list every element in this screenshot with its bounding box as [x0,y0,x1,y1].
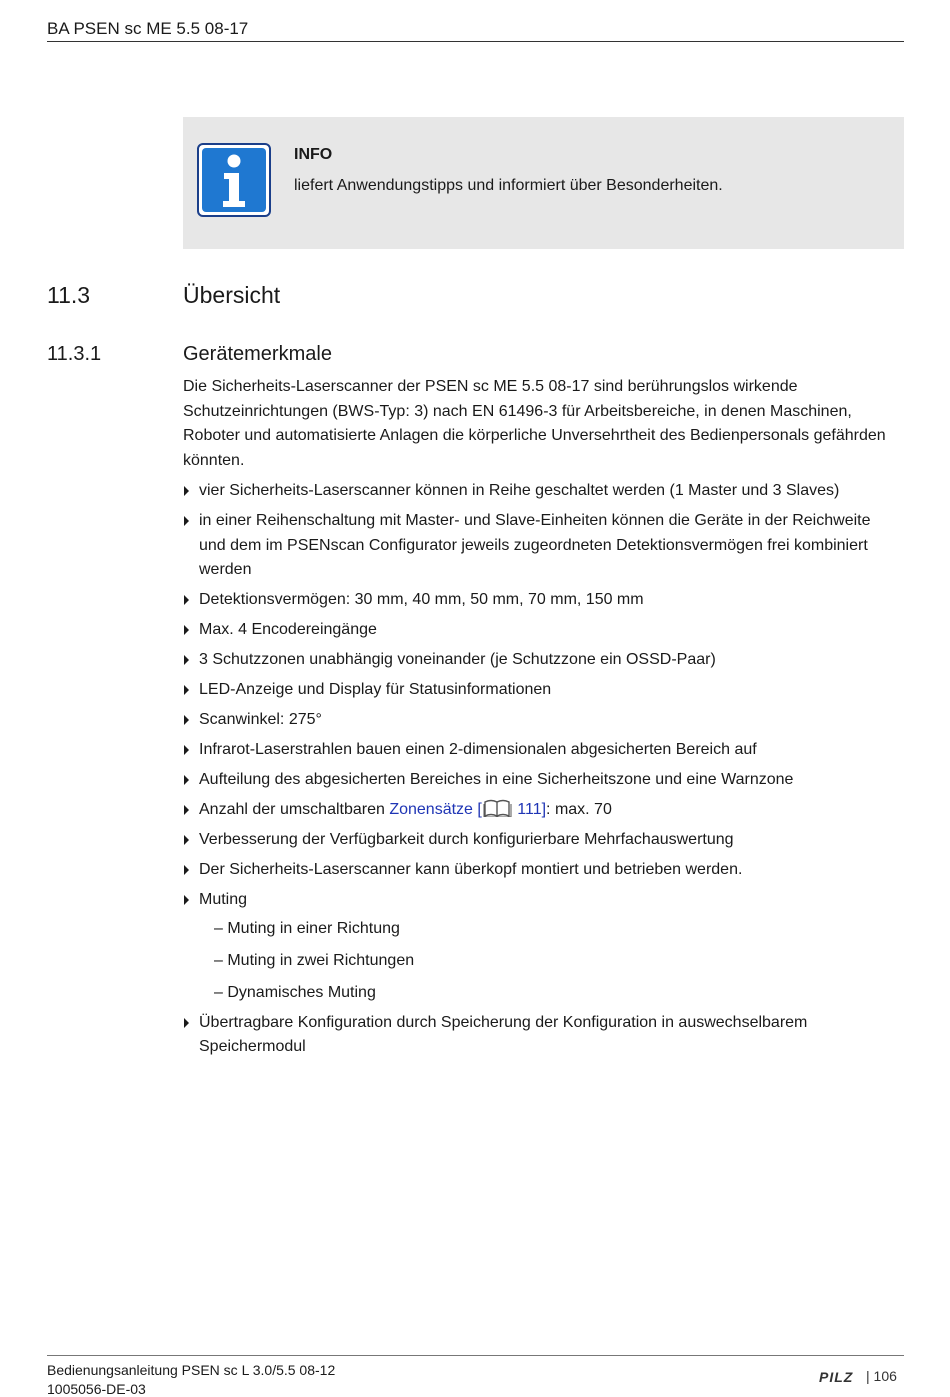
bullet-arrow-icon [184,745,189,755]
info-icon [197,143,271,217]
info-heading: INFO [294,146,333,163]
list-item-text: vier Sicherheits-Laserscanner können in Reihe geschaltet werden (1 Master und 3 Slaves) [199,482,840,499]
list-item-text: LED-Anzeige und Display für Statusinformationen [199,681,552,699]
sublist-item: – Muting in einer Richtung [214,919,400,937]
zone-sets-link-text: Zonensätze [ [389,801,482,819]
list-item-text: Aufteilung des abgesicherten Bereiches in eine Sicherheitszone und eine Warnzone [199,771,794,789]
list-item [183,479,901,504]
list-item [183,708,901,733]
bullet-arrow-icon [184,625,189,635]
bullet-arrow-icon [184,715,189,725]
list-item [183,828,901,853]
list-item-text: Scanwinkel: 275° [199,711,322,729]
list-item-text: Der Sicherheits-Laserscanner kann überkopf montiert und betrieben werden. [199,861,743,879]
bullet-arrow-icon [184,835,189,845]
list-item [183,618,901,643]
list-item [183,738,901,763]
list-item-muting [183,888,901,1009]
bullet-arrow-icon [184,486,189,496]
list-item [183,1011,901,1060]
running-header: BA PSEN sc ME 5.5 08-17 [47,19,249,38]
sublist-item: – Muting in zwei Richtungen [214,951,415,969]
list-item-text: Max. 4 Encodereingänge [199,621,377,639]
bullet-arrow-icon [184,865,189,875]
bullet-arrow-icon [184,655,189,665]
subsection-number: 11.3.1 [47,343,102,365]
list-item [183,768,901,793]
list-item [183,678,901,703]
list-item [183,509,901,583]
bullet-arrow-icon [184,516,189,526]
intro-paragraph: Die Sicherheits-Laserscanner der PSEN sc ME 5.5 08-17 sind berührungslos wirkende Schutzeinrichtungen (BWS-Typ: 3) nach EN 61496-3 für Arbeitsbereiche, in denen Maschinen, Roboter und automatisierte Anlagen die körperliche Unversehrtheit des Bedienpersonals gefährden könnten. [183,378,886,469]
bullet-arrow-icon [184,805,189,815]
bullet-arrow-icon [184,895,189,905]
feature-list [183,479,901,1065]
footer-doc-title: Bedienungsanleitung PSEN sc L 3.0/5.5 08-12 [47,1362,336,1378]
sublist-item: – Dynamisches Muting [214,983,376,1001]
pilz-logo: PILZ [819,1369,854,1385]
list-item-text: 3 Schutzzonen unabhängig voneinander (je Schutzzone ein OSSD-Paar) [199,651,716,669]
list-item [183,648,901,673]
muting-sublist [214,913,901,1009]
info-text: liefert Anwendungstipps und informiert über Besonderheiten. [294,177,723,194]
zone-sets-link[interactable] [389,801,546,818]
header-divider [47,41,904,42]
subsection-title: Gerätemerkmale [183,343,332,365]
footer-doc-number: 1005056-DE-03 [47,1381,146,1397]
info-box [183,117,904,249]
bullet-arrow-icon [184,595,189,605]
list-item-text: Infrarot-Laserstrahlen bauen einen 2-dimensionalen abgesicherten Bereich auf [199,741,757,759]
bullet-arrow-icon [184,685,189,695]
list-item [183,588,901,613]
list-item-text: : max. 70 [546,801,612,819]
list-item-text: in einer Reihenschaltung mit Master- und Slave-Einheiten können die Geräte in der Reichweite und dem im PSENscan Configurator jeweils zugeordneten Detektionsvermögen frei kombiniert werden [199,511,871,579]
list-item-text: Muting [199,891,248,908]
list-item-zone-sets [183,798,901,823]
bullet-arrow-icon [184,775,189,785]
section-title: Übersicht [183,282,281,308]
footer-divider [47,1355,904,1356]
page-reference: 111] [512,801,547,819]
list-item [183,858,901,883]
list-item-text: Übertragbare Konfiguration durch Speicherung der Konfiguration in auswechselbarem Speichermodul [199,1013,808,1056]
section-number: 11.3 [47,282,91,308]
list-item-text: Detektionsvermögen: 30 mm, 40 mm, 50 mm, 70 mm, 150 mm [199,591,644,609]
bullet-arrow-icon [184,1018,189,1028]
list-item-text: Anzahl der umschaltbaren [199,801,390,819]
book-icon [483,799,512,817]
list-item-text: Verbesserung der Verfügbarkeit durch konfigurierbare Mehrfachauswertung [199,831,734,849]
page-number: | 106 [866,1368,897,1384]
